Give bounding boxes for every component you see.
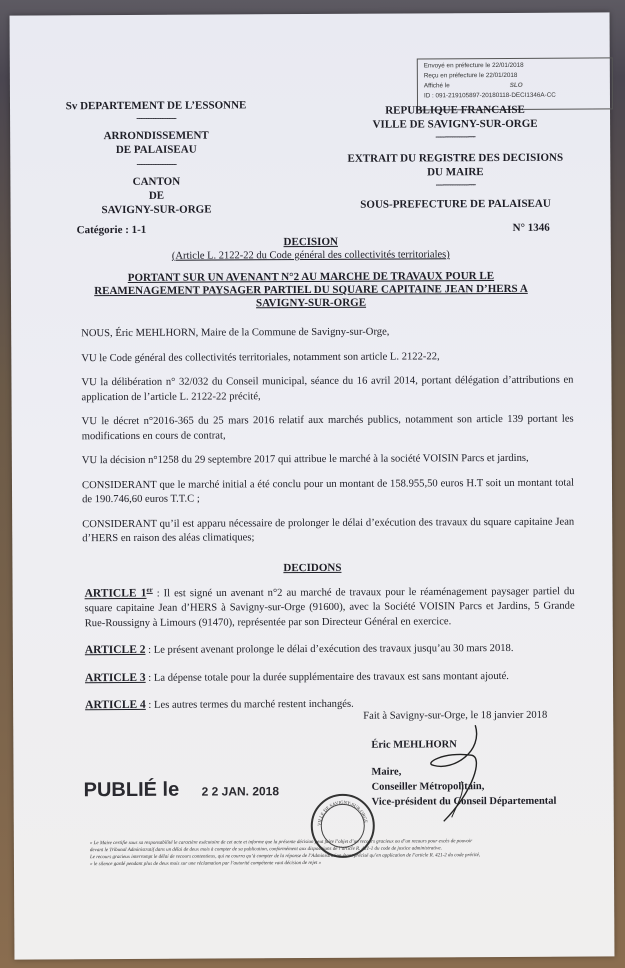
signatory-title-1: Maire, [371, 766, 402, 778]
publie-label: PUBLIÉ le [83, 778, 180, 802]
stamp-id: ID : 091-219105897-20180118-DECI1346A-CC [423, 91, 556, 100]
article-3-text: : La dépense totale pour la durée supplémentaire des travaux est sans montant ajouté. [145, 670, 509, 684]
preamble-nous: NOUS, Éric MEHLHORN, Maire de la Commune de Savigny-sur-Orge, [81, 326, 390, 340]
preamble-considerant-2: CONSIDERANT qu’il est apparu nécessaire de prolonger le délai d’exécution des travaux du square capitaine Jean d’HERS en raison des aléas climatiques; [82, 516, 575, 545]
article-2-label: ARTICLE 2 [84, 643, 146, 657]
extrait-line-1: EXTRAIT DU REGISTRE DES DECISIONS [347, 151, 564, 165]
canton-line-3: SAVIGNY-SUR-ORGE [101, 203, 212, 217]
signatory-name: Éric MEHLHORN [371, 739, 457, 751]
footnotes [90, 838, 590, 869]
decision-heading-block [51, 235, 571, 312]
extrait-line-2: DU MAIRE [427, 166, 484, 179]
article-1-text: : Il est signé un avenant n°2 au marché de travaux pour le réaménagement paysager partiel du square capitaine Jean d’HERS à Savigny-sur-Orge (91600), avec la Société VOISIN Parcs et Jardins, 5 Grande Rue-Roussigny à Limours (91470), représentée par son Directeur Général en exercice. [84, 586, 575, 629]
categorie: Catégorie : 1-1 [76, 223, 147, 237]
stamp-affiche: Affiché le [423, 82, 450, 90]
signatory-title-2: Conseiller Métropolitain, [371, 781, 485, 793]
decision-title-line-1: PORTANT SUR UN AVENANT N°2 AU MARCHE DE TRAVAUX POUR LE [127, 270, 495, 284]
canton-line-2: DE [148, 189, 165, 202]
canton-line-1: CANTON [132, 175, 181, 188]
publie-date: 2 2 JAN. 2018 [201, 784, 280, 799]
article-2-text: : Le présent avenant prolonge le délai d’exécution des travaux jusqu’au 30 mars 2018. [145, 642, 514, 656]
article-3-label: ARTICLE 3 [84, 671, 146, 684]
fait-a: Fait à Savigny-sur-Orge, le 18 janvier 2018 [363, 709, 548, 722]
numero: N° 1346 [512, 221, 550, 234]
decision-heading: DECISION [283, 235, 338, 249]
preamble-vu-decret: VU le décret n°2016-365 du 25 mars 2016 relatif aux marchés publics, notamment son article 139 portant les modifications en cours de contrat, [81, 413, 574, 442]
signatory-title-3: Vice-président du Conseil Départemental [371, 795, 557, 808]
separator: ----------------- [136, 112, 176, 124]
separator: ----------------- [435, 179, 476, 191]
republique: REPUBLIQUE FRANCAISE [385, 103, 525, 117]
left-header [56, 98, 257, 217]
footnote-1: « Le Maire certifie sous sa responsabilité le caractère exécutoire de cet acte et informe que la présente décision peut faire l’objet d’un recours gracieux ou d’un recours pour excès de pouvoir [89, 839, 473, 847]
articles [85, 581, 576, 726]
preamble-vu-decision: VU la décision n°1258 du 29 septembre 2017 qui attribue le marché à la société VOISIN Parcs et jardins, [81, 452, 529, 467]
separator: ----------------- [435, 131, 476, 143]
preamble-vu-code: VU le Code général des collectivités territoriales, notamment son article L. 2122-22, [81, 350, 440, 364]
right-header [340, 103, 571, 212]
decidons-heading: DECIDONS [283, 561, 342, 575]
article-1 [85, 581, 575, 632]
arrondissement-line-2: DE PALAISEAU [115, 143, 197, 157]
decision-title-line-3: SAVIGNY-SUR-ORGE [255, 296, 367, 310]
stamp-recu: Reçu en préfecture le 22/01/2018 [423, 71, 518, 80]
separator: ----------------- [136, 158, 177, 170]
preamble [81, 325, 574, 557]
document-page [10, 12, 615, 959]
article-3 [85, 668, 575, 686]
stamp-signature: SLO [509, 81, 523, 89]
footnote-3: Le recours gracieux interrompt le délai de recours contentieux, qui ne courra qu’à compter de la réponse de l’Administration étant précisé qu’en application de l’article R. 421-2 du code précité, [89, 853, 481, 861]
preamble-considerant-1: CONSIDERANT que le marché initial a été conclu pour un montant de 158.955,50 euros H.T soit un montant total de 190.746,60 euros T.T.C ; [81, 477, 575, 506]
article-4-text: : Les autres termes du marché restent inchangés. [145, 698, 354, 711]
article-1-label: ARTICLE 1 [84, 587, 147, 600]
ville: VILLE DE SAVIGNY-SUR-ORGE [372, 117, 538, 131]
preamble-vu-deliberation: VU la délibération n° 32/032 du Conseil municipal, séance du 16 avril 2014, portant délégation d’attributions en application de l’article L. 2122-22 précité, [81, 374, 574, 403]
article-4-label: ARTICLE 4 [85, 698, 146, 712]
sous-prefecture: SOUS-PREFECTURE DE PALAISEAU [360, 197, 551, 211]
departement: Sv DEPARTEMENT DE L’ESSONNE [65, 99, 247, 113]
stamp-envoye: Envoyé en préfecture le 22/01/2018 [423, 61, 524, 70]
article-reference: (Article L. 2122-22 du Code général des collectivités territoriales) [171, 249, 450, 262]
article-1-sup: er [146, 585, 153, 594]
arrondissement-line-1: ARRONDISSEMENT [103, 129, 209, 143]
footnote-2: devant le Tribunal Administratif dans un délai de deux mois à compter de sa publication, conformément aux dispositions de l’article R. 421-1 du code de justice administrative. [89, 846, 442, 854]
seal-text: VILLE DE SAVIGNY-SUR-ORGE [316, 799, 369, 827]
decision-title-line-2: REAMENAGEMENT PAYSAGER PARTIEL DU SQUARE CAPITAINE JEAN D’HERS A [94, 282, 528, 298]
publication-stamp [84, 778, 280, 802]
article-2 [85, 641, 575, 659]
handwritten-signature [413, 721, 504, 831]
footnote-4: « le silence gardé pendant plus de deux mois sur une réclamation par l’autorité compétente vaut décision de rejet » [89, 860, 322, 868]
